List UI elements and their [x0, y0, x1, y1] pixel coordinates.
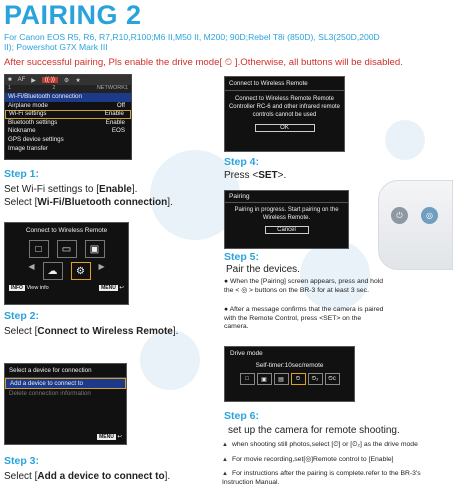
step5-bullet-text: After a message confirms that the camera is paired with the Remote Control, press <SET> on the camera. [224, 306, 384, 330]
view-info-button[interactable] [9, 285, 49, 291]
menu-tab[interactable]: ■ [8, 77, 12, 83]
screen-footer [5, 285, 128, 291]
chevron-left-icon[interactable]: ◀ [28, 262, 35, 271]
menu-key: MENU [101, 285, 116, 291]
single-shot-icon[interactable]: □ [240, 373, 255, 385]
step1-text-part: ]. [167, 197, 173, 208]
continuous-high-icon[interactable]: ▣ [257, 373, 272, 385]
menu-back-button[interactable] [99, 285, 124, 291]
step6-instruction-2 [222, 456, 450, 465]
info-key: INFO [11, 285, 23, 291]
step1-text-part: Set Wi-Fi settings to [ [4, 184, 100, 195]
screen-message: Pairing in progress. Start pairing on the Wireless Remote. [234, 207, 339, 221]
self-timer-2s-icon[interactable]: ⏲₂ [308, 373, 323, 385]
remote-shutter-icon: ◎ [421, 207, 438, 224]
step6-instruction-3 [222, 470, 450, 487]
menu-item-value: Enable [105, 118, 125, 126]
menu-tab[interactable]: ★ [75, 77, 81, 84]
step2-text-part: Select [ [4, 326, 38, 337]
menu-tab[interactable]: ▶ [31, 77, 36, 84]
compatible-models: For Canon EOS R5, R6, R7,R10,R100;M6 II,M50 II, M200; 90D;Rebel T8i (850D), SL3(250D,200D II); Powershot G7X Mark III [4, 32, 380, 52]
step1-text-part: Select [ [4, 197, 38, 208]
power-icon: ⏻ [391, 207, 408, 224]
menu-item-value: EOS [111, 127, 125, 135]
select-device-screen [4, 363, 127, 445]
delete-connection-option[interactable]: Delete connection information [9, 390, 91, 397]
drive-mode-options [225, 373, 354, 385]
continuous-low-icon[interactable]: ▤ [274, 373, 289, 385]
step3-text-part: ]. [164, 471, 171, 482]
back-icon: ↩ [117, 434, 122, 440]
step6-text: set up the camera for remote shooting. [228, 425, 400, 436]
menu-item-value: Off [116, 101, 125, 109]
pairing-screen [224, 190, 349, 249]
add-device-option[interactable]: Add a device to connect to [5, 378, 126, 389]
screen-header: Connect to Wireless Remote [25, 227, 108, 234]
step1-text-part: ]. [131, 184, 138, 195]
step4-text-bold: SET [258, 170, 278, 181]
step5-text: Pair the devices. [226, 264, 300, 275]
br3-remote-device [378, 180, 453, 270]
decor-bubble [300, 240, 370, 310]
menu-item-label: GPS device settings [8, 135, 64, 143]
back-icon: ↩ [119, 285, 124, 291]
menu-item-label: Wi-Fi/Bluetooth connection [8, 93, 82, 100]
step2-heading: Step 2: [4, 310, 40, 322]
menu-item-image-transfer[interactable] [5, 145, 131, 154]
menu-item-airplane-mode[interactable] [5, 102, 131, 111]
step6-instruction-text: For movie recording,set[◎]Remote control to [Enable] [231, 456, 394, 463]
menu-tab-network[interactable]: ((·)) [42, 77, 58, 83]
screen-header: Pairing [225, 191, 348, 203]
screen-header: Connect to Wireless Remote [225, 77, 344, 91]
menu-subtab[interactable]: 2 [52, 85, 56, 91]
menu-tab[interactable]: ⚙ [63, 77, 70, 84]
drive-mode-screen [224, 346, 355, 402]
screen-header: Drive mode [230, 350, 263, 357]
menu-subtab-bar [5, 85, 131, 93]
menu-item-bluetooth-settings[interactable] [5, 119, 131, 128]
drive-mode-warning: After successful pairing, Pls enable the drive mode[ ⏲ ].Otherwise, all buttons will be disabled. [4, 57, 403, 68]
remote-connect-screen [224, 76, 345, 152]
step5-bullet-1: ● When the [Pairing] screen appears, press and hold the < ◎ > buttons on the BR-3 for at least 3 sec. [224, 278, 384, 294]
connection-icon-row [5, 262, 128, 280]
step2-text-bold: Connect to Wireless Remote [37, 326, 173, 337]
menu-back-button[interactable] [97, 434, 122, 440]
step1-text-bold: Enable [99, 184, 132, 195]
drive-mode-value: Self-timer:10sec/remote [255, 362, 324, 369]
menu-item-label: Wi-Fi settings [9, 110, 47, 118]
step5-bullet-text: When the [Pairing] screen appears, press and hold the < ◎ > buttons on the BR-3 for at least 3 sec. [224, 278, 384, 294]
step6-heading: Step 6: [224, 410, 260, 422]
computer-icon[interactable]: ▭ [57, 240, 77, 258]
view-info-label: View info [26, 285, 49, 291]
menu-item-wifi-bluetooth-connection[interactable] [5, 93, 131, 102]
menu-item-gps-device-settings[interactable] [5, 136, 131, 145]
printer-icon[interactable]: ▣ [85, 240, 105, 258]
chevron-right-icon[interactable]: ▶ [98, 262, 105, 271]
triangle-icon: ▲ [222, 457, 228, 463]
ok-button[interactable]: OK [255, 124, 315, 132]
step6-instruction-1 [222, 441, 450, 450]
smartphone-icon[interactable]: □ [29, 240, 49, 258]
step2-text [4, 325, 178, 338]
step5-heading: Step 5: [224, 251, 260, 263]
step4-heading: Step 4: [224, 156, 260, 168]
menu-tab[interactable]: AF [17, 77, 26, 83]
step3-text [4, 470, 170, 483]
menu-item-value: Enable [104, 110, 124, 118]
step4-text-part: Press < [224, 170, 259, 181]
step3-heading: Step 3: [4, 455, 40, 467]
step2-text-part: ]. [172, 326, 179, 337]
self-timer-continuous-icon[interactable]: ⏲c [325, 373, 340, 385]
self-timer-10s-icon[interactable]: ⏲ [291, 373, 306, 385]
decor-bubble [385, 120, 425, 160]
menu-item-label: Nickname [8, 127, 36, 135]
step1-text [4, 183, 219, 209]
decor-bubble [140, 330, 200, 390]
menu-subtab[interactable]: 1 [8, 85, 12, 91]
menu-item-label: Airplane mode [8, 101, 48, 109]
step6-instruction-text: For instructions after the pairing is complete.refer to the BR-3's Instruction Manual. [222, 470, 421, 486]
triangle-icon: ▲ [222, 442, 228, 448]
step5-bullet-2: ● After a message confirms that the camera is paired with the Remote Control, press <SET> on the camera. [224, 306, 384, 330]
step4-text [224, 169, 286, 182]
triangle-icon: ▲ [222, 471, 228, 477]
menu-item-label: Bluetooth settings [8, 118, 58, 126]
step3-text-bold: Add a device to connect to [37, 471, 165, 482]
screen-message: Connect to Wireless Remote Remote Controller RC-6 and other infrared remote controls cannot be used [228, 96, 341, 118]
page-title: PAIRING 2 [4, 0, 142, 30]
menu-key: MENU [99, 434, 114, 440]
screen-header: Select a device for connection [5, 364, 126, 378]
cloud-icon[interactable]: ☁ [43, 262, 63, 280]
cancel-button[interactable]: Cancel [265, 226, 309, 234]
wireless-remote-icon[interactable]: ⚙ [71, 262, 91, 280]
step1-text-bold: Wi-Fi/Bluetooth connection [37, 197, 168, 208]
network-menu-screen [4, 74, 132, 160]
menu-subtab-label: NETWORK1 [96, 85, 128, 91]
menu-item-wifi-settings[interactable] [5, 110, 131, 119]
connection-icon-row [5, 240, 128, 258]
step4-text-part: >. [277, 170, 287, 181]
step1-heading: Step 1: [4, 168, 40, 180]
menu-item-nickname[interactable] [5, 127, 131, 136]
step6-instruction-text: when shooting still photos,select [⏲] or [⏲₂] as the drive mode [231, 441, 418, 448]
step3-text-part: Select [ [4, 471, 38, 482]
connect-wireless-remote-screen [4, 222, 129, 305]
menu-item-label: Image transfer [8, 144, 48, 152]
menu-tab-bar [5, 75, 131, 85]
